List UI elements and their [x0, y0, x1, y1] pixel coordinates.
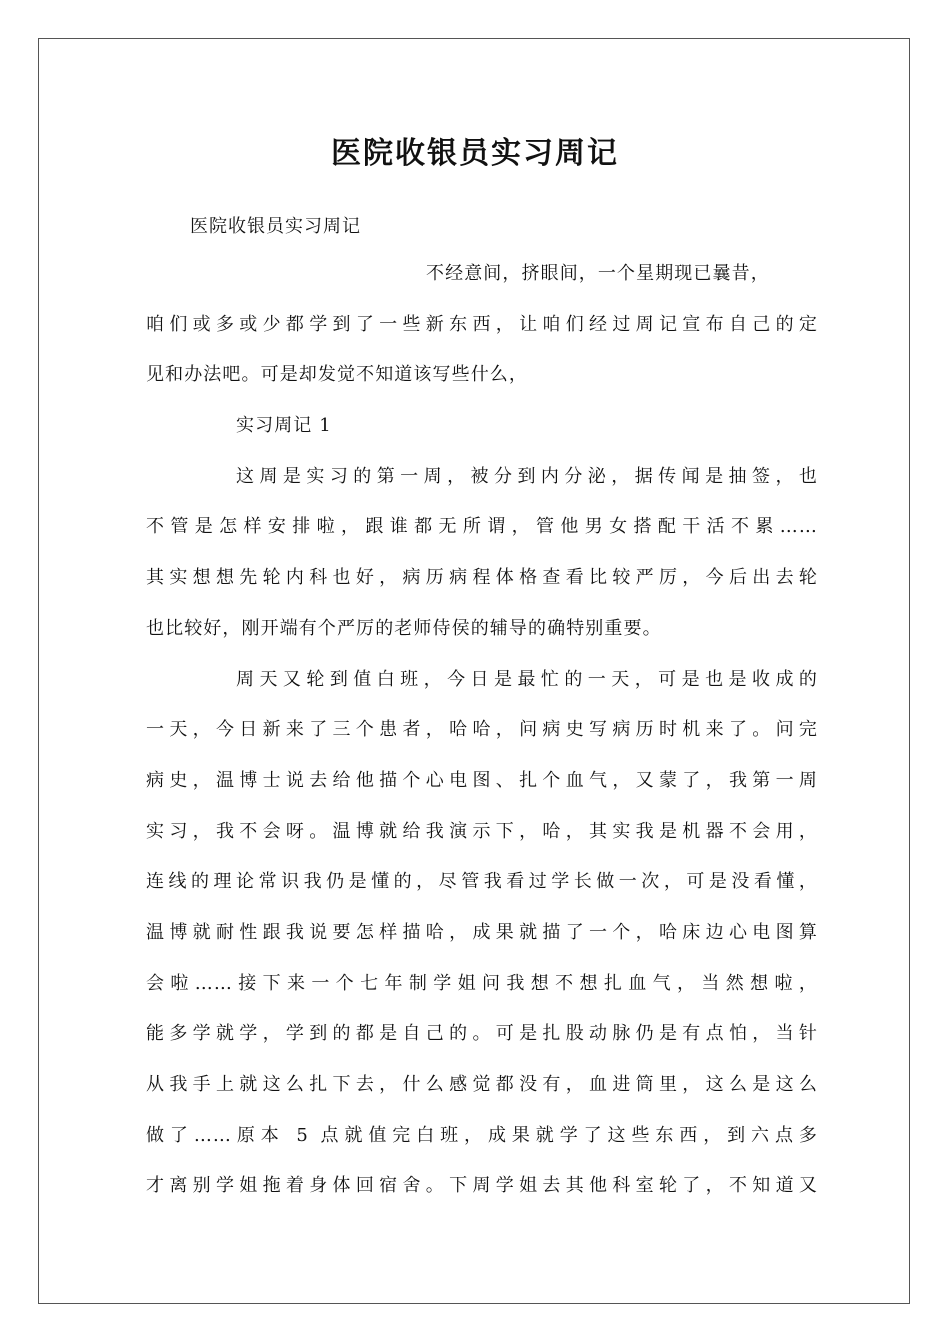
- body-text-line: 一天，今日新来了三个患者，哈哈，问病史写病历时机来了。问完: [146, 719, 818, 741]
- body-text-line: 周天又轮到值白班，今日是最忙的一天，可是也是收成的: [236, 668, 818, 690]
- body-text-line: 才离别学姐拖着身体回宿舍。下周学姐去其他科室轮了，不知道又: [146, 1175, 818, 1197]
- body-text-line: 从我手上就这么扎下去，什么感觉都没有，血进筒里，这么是这么: [146, 1074, 818, 1095]
- body-text-line: 不管是怎样安排啦，跟谁都无所谓，管他男女搭配干活不累……: [146, 516, 818, 538]
- body-text-line: 也比较好，刚开端有个严厉的老师侍侯的辅导的确特别重要。: [146, 617, 662, 639]
- document-subtitle: 医院收银员实习周记: [190, 216, 361, 237]
- body-text-line: 能多学就学，学到的都是自己的。可是扎股动脉仍是有点怕，当针: [146, 1023, 818, 1045]
- body-text-line: 做了……原本 5 点就值完白班，成果就学了这些东西，到六点多: [146, 1124, 818, 1146]
- body-text-line: 这周是实习的第一周，被分到内分泌，据传闻是抽签，也: [236, 465, 818, 487]
- body-text-line: 见和办法吧。可是却发觉不知道该写些什么，: [146, 364, 528, 386]
- body-text-line: 病史，温博士说去给他描个心电图、扎个血气，又蒙了，我第一周: [146, 769, 818, 791]
- body-text-line: 其实想想先轮内科也好，病历病程体格查看比较严厉，今后出去轮: [146, 567, 818, 589]
- body-text-line: 会啦……接下来一个七年制学姐问我想不想扎血气，当然想啦，: [146, 972, 818, 994]
- body-text-line: 咱们或多或少都学到了一些新东西，让咱们经过周记宣布自己的定: [146, 313, 818, 335]
- body-text-line: 温博就耐性跟我说要怎样描哈，成果就描了一个，哈床边心电图算: [146, 921, 818, 943]
- body-text-line: 连线的理论常识我仍是懂的，尽管我看过学长做一次，可是没看懂，: [146, 871, 818, 893]
- body-text-line: 实习周记 1: [236, 415, 332, 437]
- body-text-line: 不经意间，挤眼间，一个星期现已曩昔，: [426, 263, 770, 284]
- document-body: [146, 259, 818, 1222]
- document-title: 医院收银员实习周记: [331, 136, 619, 171]
- body-text-line: 实习，我不会呀。温博就给我演示下，哈，其实我是机器不会用，: [146, 820, 818, 842]
